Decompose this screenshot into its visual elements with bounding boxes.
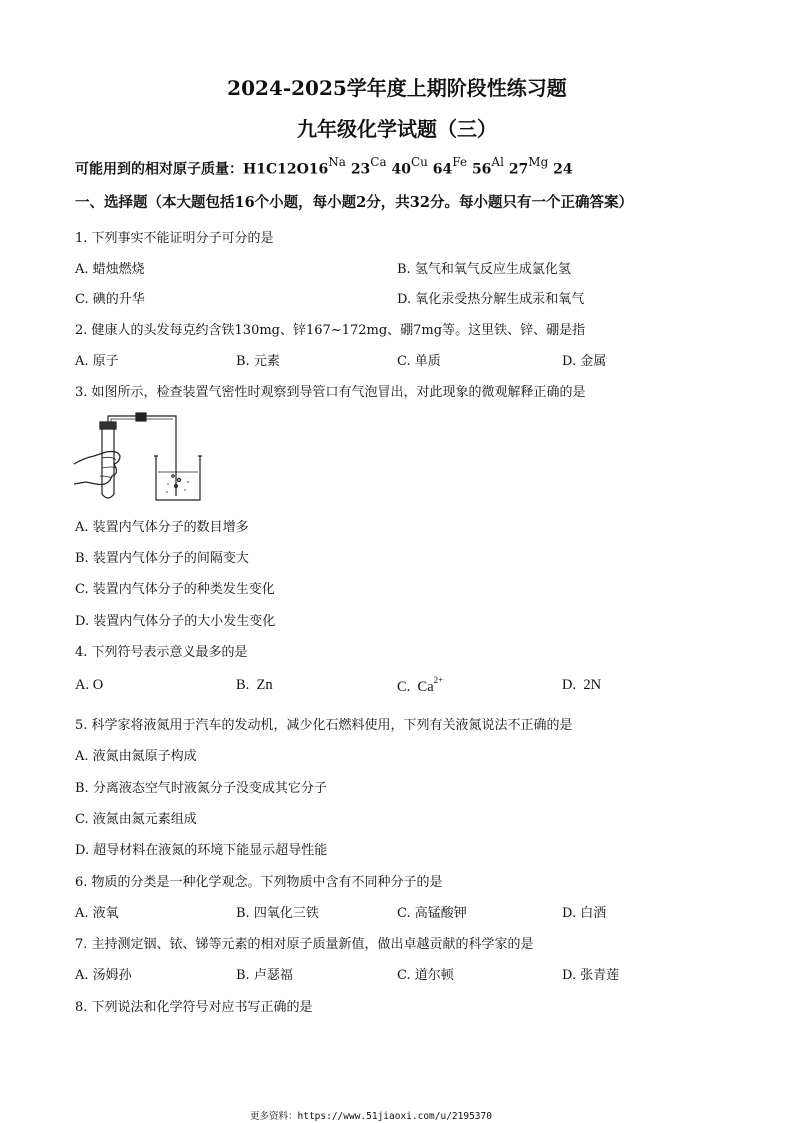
question-5-option-b[interactable]: B. 分离液态空气时液氮分子没变成其它分子 [75, 781, 327, 796]
question-7-stem: 7. 主持测定铟、铱、锑等元素的相对原子质量新值，做出卓越贡献的科学家的是 [75, 937, 534, 952]
element-symbol: Fe [452, 155, 468, 169]
question-7-option-a[interactable]: A. 汤姆孙 [75, 968, 132, 983]
question-1-option-a[interactable]: A. 蜡烛燃烧 [75, 262, 145, 277]
question-5-option-c[interactable]: C. 液氮由氮元素组成 [75, 812, 197, 827]
question-3-option-a[interactable]: A. 装置内气体分子的数目增多 [75, 520, 249, 535]
option-label: D. [562, 677, 577, 693]
question-2-stem: 2. 健康人的头发每克约含铁130mg、锌167~172mg、硼7mg等。这里铁、锌、硼是指 [75, 323, 586, 338]
element-mass: 24 [553, 161, 573, 178]
page-title: 2024-2025学年度上期阶段性练习题 [227, 76, 567, 100]
element-mass: 64 [432, 161, 453, 178]
question-4-option-d[interactable] [562, 677, 601, 694]
question-1-option-d[interactable]: D. 氧化汞受热分解生成汞和氧气 [397, 292, 585, 307]
apparatus-drawing [72, 412, 204, 502]
footer-link[interactable]: 更多资料：https://www.51jiaoxi.com/u/2195370 [250, 1111, 492, 1122]
question-4-option-b[interactable] [236, 677, 273, 694]
element-symbol: Na [328, 155, 346, 169]
element-mass: 27 [508, 161, 529, 178]
question-1-stem: 1. 下列事实不能证明分子可分的是 [75, 231, 274, 246]
question-3-option-b[interactable]: B. 装置内气体分子的间隔变大 [75, 551, 249, 566]
question-2-option-b[interactable]: B. 元素 [236, 354, 280, 369]
question-6-option-d[interactable]: D. 白酒 [562, 906, 607, 921]
question-2-option-d[interactable]: D. 金属 [562, 354, 607, 369]
question-3-option-c[interactable]: C. 装置内气体分子的种类发生变化 [75, 582, 275, 597]
question-4-option-a[interactable]: A. O [75, 677, 104, 693]
question-1-option-c[interactable]: C. 碘的升华 [75, 292, 145, 307]
question-2-option-a[interactable]: A. 原子 [75, 354, 119, 369]
question-3-stem: 3. 如图所示，检查装置气密性时观察到导管口有气泡冒出，对此现象的微观解释正确的是 [75, 385, 586, 400]
chemical-symbol: Ca [417, 678, 434, 695]
chemical-symbol: Zn [256, 677, 273, 693]
question-5-option-a[interactable]: A. 液氮由氮原子构成 [75, 749, 197, 764]
element-mass: 56 [471, 161, 492, 178]
atomic-masses-prefix: 可能用到的相对原子质量：H1C12O16 [75, 161, 329, 178]
question-7-option-c[interactable]: C. 道尔顿 [397, 968, 454, 983]
question-2-option-c[interactable]: C. 单质 [397, 354, 441, 369]
question-4-option-c[interactable] [397, 677, 443, 696]
element-symbol: Mg [528, 155, 549, 169]
element-symbol: Cu [411, 155, 428, 169]
question-6-option-c[interactable]: C. 高锰酸钾 [397, 906, 467, 921]
chemical-symbol: 2N [583, 677, 602, 693]
question-6-option-a[interactable]: A. 液氧 [75, 906, 119, 921]
ion-charge: 2+ [433, 675, 444, 685]
question-4-stem: 4. 下列符号表示意义最多的是 [75, 645, 248, 660]
question-6-option-b[interactable]: B. 四氧化三铁 [236, 906, 319, 921]
question-6-stem: 6. 物质的分类是一种化学观念。下列物质中含有不同种分子的是 [75, 875, 443, 890]
element-symbol: Ca [370, 155, 387, 169]
question-1-option-b[interactable]: B. 氢气和氧气反应生成氯化氢 [397, 262, 571, 277]
section-heading: 一、选择题（本大题包括16个小题，每小题2分，共32分。每小题只有一个正确答案） [75, 194, 633, 211]
question-3-option-d[interactable]: D. 装置内气体分子的大小发生变化 [75, 614, 276, 629]
question-5-option-d[interactable]: D. 超导材料在液氮的环境下能显示超导性能 [75, 843, 328, 858]
element-mass: 40 [391, 161, 411, 178]
option-label: C. [397, 678, 411, 695]
page-subtitle: 九年级化学试题（三） [297, 117, 497, 141]
question-7-option-b[interactable]: B. 卢瑟福 [236, 968, 293, 983]
question-5-stem: 5. 科学家将液氮用于汽车的发动机，减少化石燃料使用，下列有关液氮说法不正确的是 [75, 718, 573, 733]
element-symbol: Al [491, 155, 504, 169]
question-7-option-d[interactable]: D. 张青莲 [562, 968, 620, 983]
airtightness-apparatus-figure [72, 412, 204, 502]
element-mass: 23 [350, 161, 371, 178]
option-label: B. [236, 677, 250, 693]
atomic-masses-line [75, 157, 573, 179]
question-8-stem: 8. 下列说法和化学符号对应书写正确的是 [75, 1000, 313, 1015]
